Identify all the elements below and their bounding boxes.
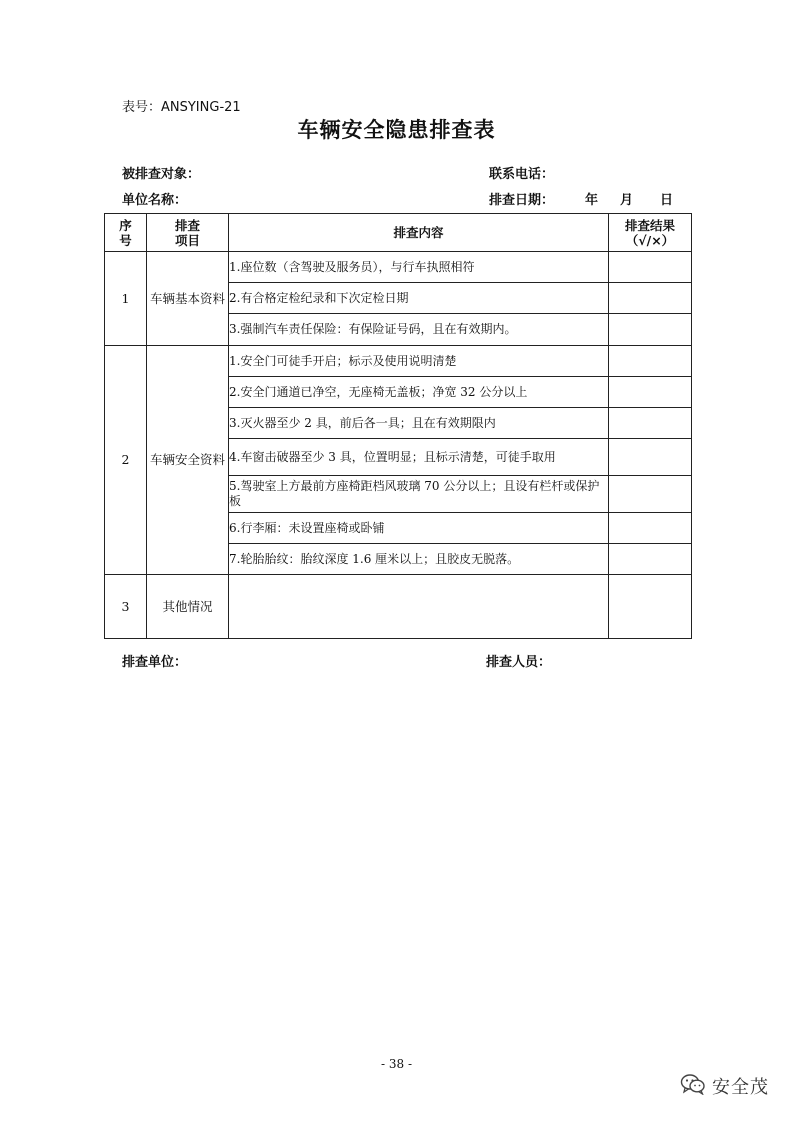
contact-phone-label: 联系电话： (489, 167, 555, 182)
result-cell[interactable] (609, 513, 692, 544)
result-header (609, 214, 692, 252)
check-item[interactable] (229, 575, 609, 639)
watermark (680, 1073, 769, 1099)
result-cell[interactable] (609, 408, 692, 439)
result-cell[interactable] (609, 439, 692, 476)
check-item: 3.灭火器至少 2 具，前后各一具；且在有效期限内 (229, 408, 609, 439)
item-header (147, 214, 229, 252)
item-header-line1: 排查 (174, 217, 200, 233)
check-item: 1.安全门可徒手开启；标示及使用说明清楚 (229, 346, 609, 377)
form-number: 表号：ANSYING-21 (122, 100, 241, 115)
inspection-unit-label: 排查单位： (122, 655, 188, 670)
check-item: 5.驾驶室上方最前方座椅距档风玻璃 70 公分以上；且设有栏杆或保护板 (229, 476, 609, 513)
inspection-table (104, 213, 692, 639)
result-cell[interactable] (609, 346, 692, 377)
check-item: 3.强制汽车责任保险：有保险证号码，且在有效期内。 (229, 314, 609, 346)
inspected-object-label: 被排查对象： (122, 167, 201, 182)
result-cell[interactable] (609, 283, 692, 314)
section-1-seq: 1 (105, 252, 147, 346)
check-item: 6.行李厢：未设置座椅或卧铺 (229, 513, 609, 544)
page-title: 车辆安全隐患排查表 (297, 118, 496, 142)
inspection-date-label: 排查日期： (489, 193, 555, 208)
seq-header-line2: 号 (119, 232, 132, 248)
date-year: 年 (585, 193, 599, 208)
result-cell[interactable] (609, 544, 692, 575)
watermark-text: 安全茂 (712, 1077, 769, 1098)
result-cell[interactable] (609, 575, 692, 639)
content-header: 排查内容 (229, 214, 609, 252)
result-cell[interactable] (609, 476, 692, 513)
result-header-line2: （√/×） (625, 232, 675, 248)
date-day: 日 (660, 193, 674, 208)
seq-header (105, 214, 147, 252)
table-header-row (105, 214, 692, 252)
section-3-category: 其他情况 (147, 575, 229, 639)
table-row (105, 252, 692, 283)
table-row (105, 575, 692, 639)
check-item: 4.车窗击破器至少 3 具，位置明显；且标示清楚，可徒手取用 (229, 439, 609, 476)
result-cell[interactable] (609, 377, 692, 408)
result-header-line1: 排查结果 (624, 217, 675, 233)
check-item: 7.轮胎胎纹：胎纹深度 1.6 厘米以上；且胶皮无脱落。 (229, 544, 609, 575)
section-1-category: 车辆基本资料 (147, 252, 229, 346)
result-cell[interactable] (609, 252, 692, 283)
date-month: 月 (620, 193, 634, 208)
inspector-label: 排查人员： (486, 655, 552, 670)
check-item: 1.座位数（含驾驶及服务员），与行车执照相符 (229, 252, 609, 283)
check-item: 2.有合格定检纪录和下次定检日期 (229, 283, 609, 314)
section-2-seq: 2 (105, 346, 147, 575)
seq-header-line1: 序 (119, 217, 132, 233)
page-number: - 38 - (380, 1057, 412, 1071)
item-header-line2: 项目 (174, 232, 200, 248)
unit-name-label: 单位名称： (122, 193, 188, 208)
section-3-seq: 3 (105, 575, 147, 639)
section-2-category: 车辆安全资料 (147, 346, 229, 575)
result-cell[interactable] (609, 314, 692, 346)
check-item: 2.安全门通道已净空，无座椅无盖板；净宽 32 公分以上 (229, 377, 609, 408)
table-row (105, 346, 692, 377)
wechat-icon (680, 1073, 706, 1099)
